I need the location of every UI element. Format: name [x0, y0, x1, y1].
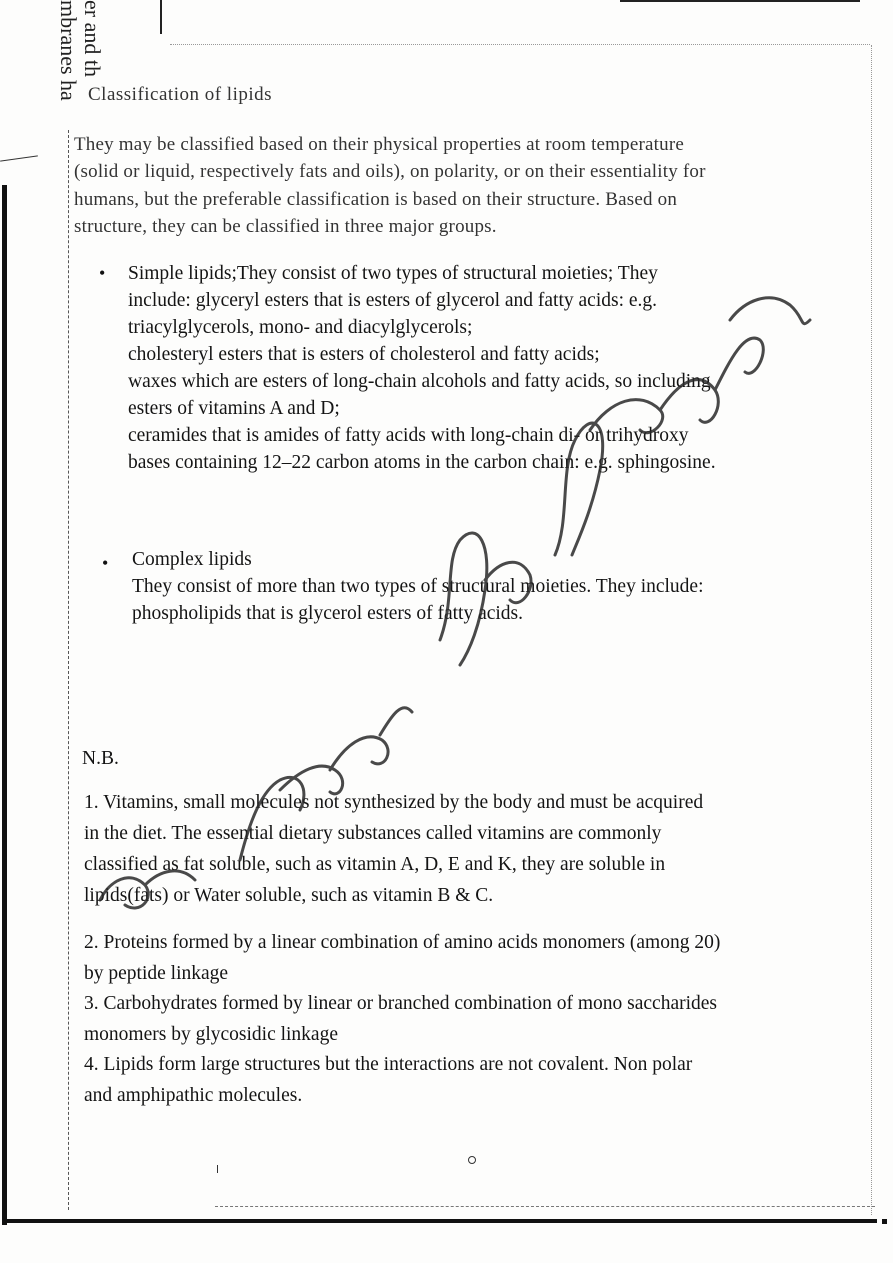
simple-lipids-line: include: glyceryl esters that is esters of glycerol and fatty acids: e.g. [128, 290, 658, 311]
intro-line: (solid or liquid, respectively fats and oils), on polarity, or on their essentiality for [74, 161, 706, 183]
note-line: classified as fat soluble, such as vitamin A, D, E and K, they are soluble in [84, 854, 666, 875]
scan-left-dark-edge [2, 185, 7, 1225]
scan-left-dotted-border [68, 130, 69, 1210]
nb-label: N.B. [82, 748, 119, 769]
simple-lipids-line: triacylglycerols, mono- and diacylglycerols; [128, 317, 473, 338]
scan-right-dotted-border [871, 45, 872, 1215]
simple-lipids-line: Simple lipids;They consist of two types of structural moieties; They [128, 263, 658, 284]
section-heading: Classification of lipids [88, 84, 273, 105]
simple-lipids-line: cholesteryl esters that is esters of cholesterol and fatty acids; [128, 344, 600, 365]
note-vitamins [84, 787, 703, 911]
simple-lipids-item [128, 260, 716, 476]
bullet-complex-lipids: • [102, 553, 109, 573]
note-proteins [84, 927, 720, 989]
note-line: 2. Proteins formed by a linear combination of amino acids monomers (among 20) [84, 932, 721, 953]
complex-lipids-line: They consist of more than two types of structural moieties. They include: [132, 576, 704, 597]
note-line: 1. Vitamins, small molecules not synthesized by the body and must be acquired [84, 792, 704, 813]
complex-lipids-line: phospholipids that is glycerol esters of fatty acids. [132, 603, 524, 624]
intro-line: structure, they can be classified in three major groups. [74, 216, 497, 238]
margin-line-1: er and th [80, 0, 105, 77]
scan-top-vertical-line [160, 0, 162, 34]
note-line: lipids(fats) or Water soluble, such as vitamin B & C. [84, 885, 494, 906]
margin-line-2: mbranes ha [56, 0, 81, 101]
note-lipids [84, 1049, 692, 1111]
scan-top-line [620, 0, 860, 2]
simple-lipids-line: bases containing 12–22 carbon atoms in the carbon chain: e.g. sphingosine. [128, 452, 716, 473]
intro-paragraph [74, 131, 854, 241]
scan-corner-dot [882, 1219, 887, 1224]
page-mark-tick [217, 1165, 218, 1173]
simple-lipids-line: waxes which are esters of long-chain alcohols and fatty acids, so including [128, 371, 711, 392]
intro-line: They may be classified based on their physical properties at room temperature [74, 134, 684, 155]
intro-line: humans, but the preferable classification is based on their structure. Based on [74, 188, 678, 210]
note-line: in the diet. The essential dietary substances called vitamins are commonly [84, 823, 662, 844]
simple-lipids-line: esters of vitamins A and D; [128, 398, 340, 419]
page-mark-circle [468, 1156, 476, 1164]
note-line: and amphipathic molecules. [84, 1085, 303, 1106]
bullet-simple-lipids: • [99, 263, 106, 283]
note-line: 4. Lipids form large structures but the interactions are not covalent. Non polar [84, 1054, 693, 1075]
note-line: 3. Carbohydrates formed by linear or branched combination of mono saccharides [84, 993, 717, 1014]
scan-top-dotted-border [170, 44, 870, 45]
scan-bottom-dark-edge [2, 1219, 877, 1223]
note-line: monomers by glycosidic linkage [84, 1024, 338, 1045]
scan-tick-mark [0, 155, 38, 161]
complex-lipids-line: Complex lipids [132, 549, 252, 570]
complex-lipids-item [132, 546, 704, 627]
scan-bottom-thin-line [215, 1206, 875, 1207]
note-line: by peptide linkage [84, 963, 229, 984]
note-carbohydrates [84, 988, 717, 1050]
simple-lipids-line: ceramides that is amides of fatty acids with long-chain di- or trihydroxy [128, 425, 689, 446]
